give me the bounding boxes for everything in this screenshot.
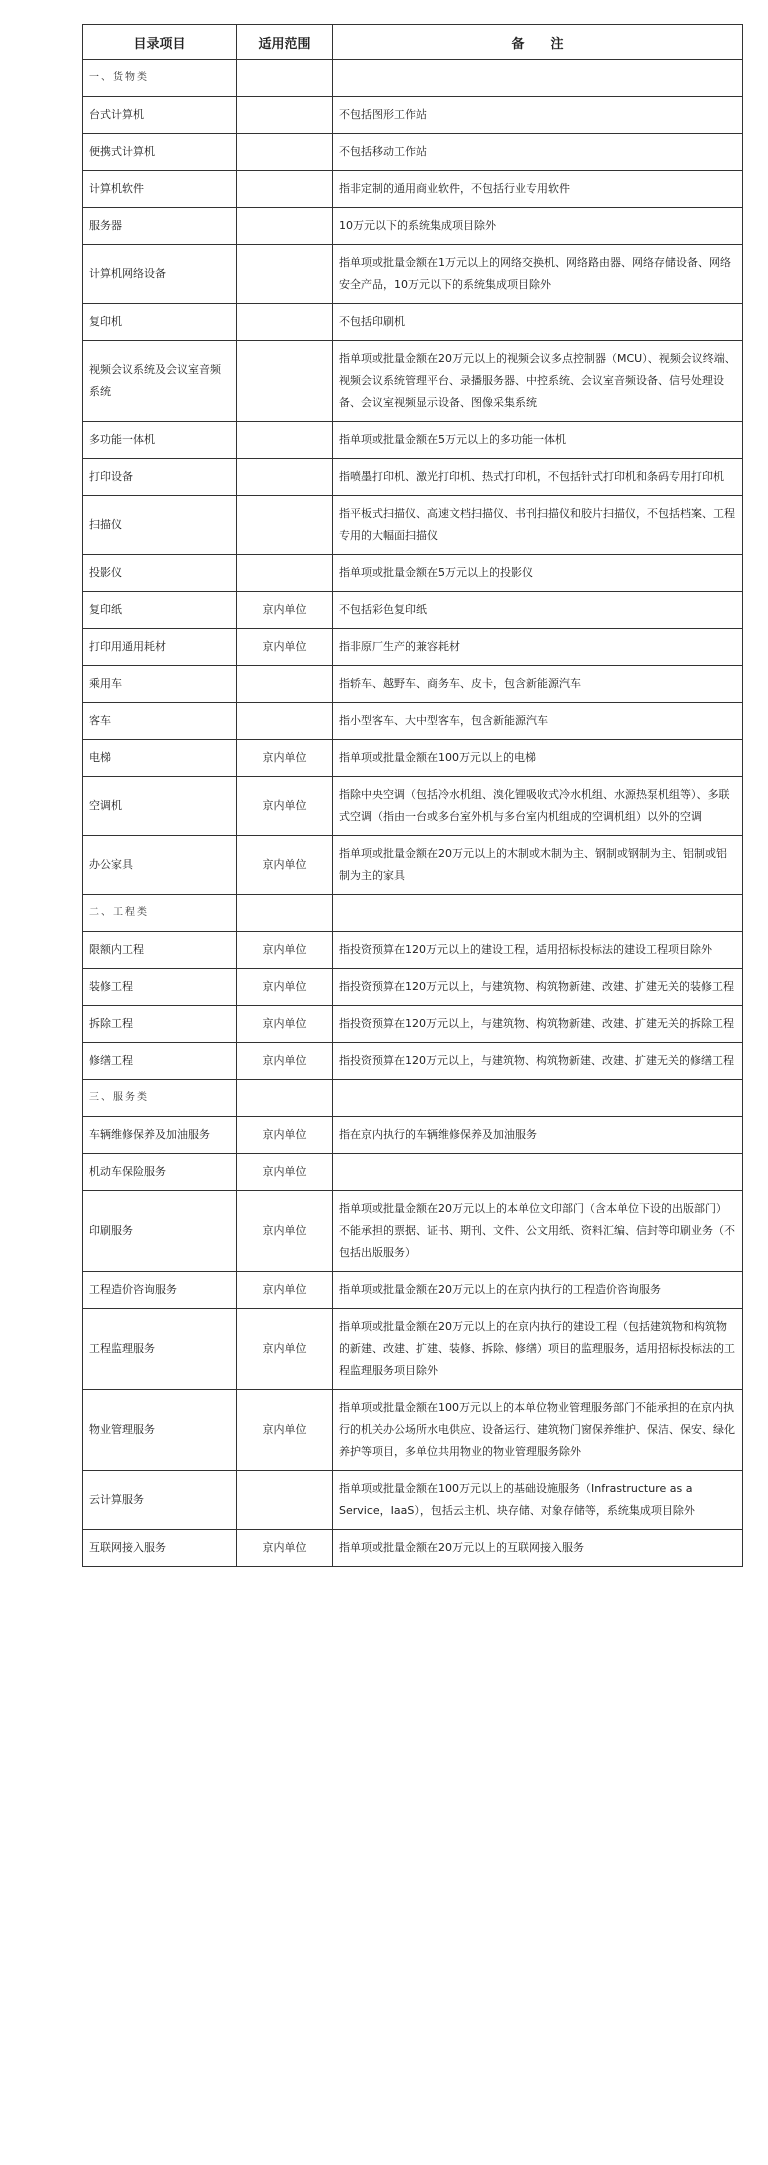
scope-cell: 京内单位 (237, 1530, 333, 1567)
scope-cell (237, 555, 333, 592)
note-cell: 指小型客车、大中型客车，包含新能源汽车 (333, 703, 743, 740)
item-cell: 一、货物类 (83, 60, 237, 97)
scope-cell: 京内单位 (237, 629, 333, 666)
note-cell: 指单项或批量金额在100万元以上的电梯 (333, 740, 743, 777)
table-row (83, 496, 743, 555)
note-cell (333, 1080, 743, 1117)
item-cell: 机动车保险服务 (83, 1154, 237, 1191)
item-cell: 印刷服务 (83, 1191, 237, 1272)
note-cell: 指单项或批量金额在1万元以上的网络交换机、网络路由器、网络存储设备、网络安全产品，10万元以下的系统集成项目除外 (333, 245, 743, 304)
scope-cell: 京内单位 (237, 1117, 333, 1154)
table-row (83, 134, 743, 171)
item-cell: 打印设备 (83, 459, 237, 496)
note-cell: 指投资预算在120万元以上，与建筑物、构筑物新建、改建、扩建无关的装修工程 (333, 969, 743, 1006)
note-cell: 指单项或批量金额在5万元以上的投影仪 (333, 555, 743, 592)
item-cell: 服务器 (83, 208, 237, 245)
scope-cell: 京内单位 (237, 1272, 333, 1309)
scope-cell: 京内单位 (237, 932, 333, 969)
item-cell: 空调机 (83, 777, 237, 836)
item-cell: 打印用通用耗材 (83, 629, 237, 666)
item-cell: 计算机网络设备 (83, 245, 237, 304)
scope-cell (237, 208, 333, 245)
scope-cell (237, 496, 333, 555)
table-row (83, 245, 743, 304)
scope-cell (237, 895, 333, 932)
item-cell: 扫描仪 (83, 496, 237, 555)
note-cell: 指单项或批量金额在20万元以上的在京内执行的建设工程（包括建筑物和构筑物的新建、改建、扩建、装修、拆除、修缮）项目的监理服务，适用招标投标法的工程监理服务项目除外 (333, 1309, 743, 1390)
item-cell: 复印纸 (83, 592, 237, 629)
table-row (83, 422, 743, 459)
note-cell: 指除中央空调（包括冷水机组、溴化锂吸收式冷水机组、水源热泵机组等）、多联式空调（指由一台或多台室外机与多台室内机组成的空调机组）以外的空调 (333, 777, 743, 836)
scope-cell (237, 60, 333, 97)
scope-cell (237, 341, 333, 422)
header-note: 备 注 (333, 25, 743, 60)
table-row (83, 1272, 743, 1309)
scope-cell (237, 666, 333, 703)
item-cell: 复印机 (83, 304, 237, 341)
scope-cell: 京内单位 (237, 1390, 333, 1471)
table-row (83, 703, 743, 740)
table-row (83, 932, 743, 969)
item-cell: 互联网接入服务 (83, 1530, 237, 1567)
scope-cell (237, 134, 333, 171)
note-cell: 指轿车、越野车、商务车、皮卡，包含新能源汽车 (333, 666, 743, 703)
table-row (83, 1530, 743, 1567)
table-row (83, 629, 743, 666)
item-cell: 计算机软件 (83, 171, 237, 208)
section-row (83, 60, 743, 97)
item-cell: 修缮工程 (83, 1043, 237, 1080)
scope-cell (237, 1080, 333, 1117)
note-cell: 指单项或批量金额在20万元以上的本单位文印部门（含本单位下设的出版部门）不能承担的票据、证书、期刊、文件、公文用纸、资料汇编、信封等印刷业务（不包括出版服务） (333, 1191, 743, 1272)
note-cell (333, 60, 743, 97)
note-cell: 指喷墨打印机、激光打印机、热式打印机，不包括针式打印机和条码专用打印机 (333, 459, 743, 496)
table-row (83, 171, 743, 208)
table-row (83, 836, 743, 895)
item-cell: 物业管理服务 (83, 1390, 237, 1471)
scope-cell: 京内单位 (237, 836, 333, 895)
note-cell: 指单项或批量金额在20万元以上的互联网接入服务 (333, 1530, 743, 1567)
note-cell: 指非定制的通用商业软件，不包括行业专用软件 (333, 171, 743, 208)
table-body (83, 60, 743, 1567)
scope-cell (237, 1471, 333, 1530)
note-cell: 指单项或批量金额在100万元以上的基础设施服务（Infrastructure as a Service，IaaS），包括云主机、块存储、对象存储等，系统集成项目除外 (333, 1471, 743, 1530)
scope-cell (237, 304, 333, 341)
table-row (83, 1043, 743, 1080)
item-cell: 车辆维修保养及加油服务 (83, 1117, 237, 1154)
note-cell: 指单项或批量金额在5万元以上的多功能一体机 (333, 422, 743, 459)
table-row (83, 1191, 743, 1272)
item-cell: 三、服务类 (83, 1080, 237, 1117)
scope-cell: 京内单位 (237, 1006, 333, 1043)
note-cell (333, 895, 743, 932)
table-row (83, 666, 743, 703)
scope-cell (237, 459, 333, 496)
item-cell: 办公家具 (83, 836, 237, 895)
table-row (83, 969, 743, 1006)
table-row (83, 97, 743, 134)
table-row (83, 1117, 743, 1154)
scope-cell: 京内单位 (237, 1154, 333, 1191)
item-cell: 客车 (83, 703, 237, 740)
scope-cell (237, 703, 333, 740)
table-row (83, 1471, 743, 1530)
header-item: 目录项目 (83, 25, 237, 60)
item-cell: 拆除工程 (83, 1006, 237, 1043)
item-cell: 台式计算机 (83, 97, 237, 134)
table-header-row (83, 25, 743, 60)
item-cell: 视频会议系统及会议室音频系统 (83, 341, 237, 422)
item-cell: 乘用车 (83, 666, 237, 703)
table-row (83, 1154, 743, 1191)
table-row (83, 208, 743, 245)
table-row (83, 592, 743, 629)
scope-cell (237, 97, 333, 134)
note-cell: 指单项或批量金额在100万元以上的本单位物业管理服务部门不能承担的在京内执行的机关办公场所水电供应、设备运行、建筑物门窗保养维护、保洁、保安、绿化养护等项目，多单位共用物业的物业管理服务除外 (333, 1390, 743, 1471)
item-cell: 投影仪 (83, 555, 237, 592)
scope-cell (237, 171, 333, 208)
table-row (83, 1390, 743, 1471)
note-cell: 不包括移动工作站 (333, 134, 743, 171)
table-row (83, 777, 743, 836)
table-row (83, 459, 743, 496)
note-cell: 指投资预算在120万元以上的建设工程，适用招标投标法的建设工程项目除外 (333, 932, 743, 969)
note-cell: 指单项或批量金额在20万元以上的在京内执行的工程造价咨询服务 (333, 1272, 743, 1309)
scope-cell (237, 422, 333, 459)
item-cell: 电梯 (83, 740, 237, 777)
scope-cell: 京内单位 (237, 740, 333, 777)
note-cell: 不包括印刷机 (333, 304, 743, 341)
note-cell (333, 1154, 743, 1191)
section-row (83, 895, 743, 932)
note-cell: 指单项或批量金额在20万元以上的木制或木制为主、钢制或钢制为主、铝制或铝制为主的家具 (333, 836, 743, 895)
table-row (83, 740, 743, 777)
item-cell: 便携式计算机 (83, 134, 237, 171)
note-cell: 指单项或批量金额在20万元以上的视频会议多点控制器（MCU）、视频会议终端、视频会议系统管理平台、录播服务器、中控系统、会议室音频设备、信号处理设备、会议室视频显示设备、图像采集系统 (333, 341, 743, 422)
table-row (83, 1006, 743, 1043)
note-cell: 指投资预算在120万元以上，与建筑物、构筑物新建、改建、扩建无关的拆除工程 (333, 1006, 743, 1043)
scope-cell: 京内单位 (237, 1309, 333, 1390)
item-cell: 装修工程 (83, 969, 237, 1006)
scope-cell: 京内单位 (237, 777, 333, 836)
scope-cell: 京内单位 (237, 1191, 333, 1272)
table-row (83, 341, 743, 422)
note-cell: 不包括图形工作站 (333, 97, 743, 134)
procurement-catalog-table (82, 24, 743, 1567)
note-cell: 指在京内执行的车辆维修保养及加油服务 (333, 1117, 743, 1154)
item-cell: 云计算服务 (83, 1471, 237, 1530)
table-row (83, 555, 743, 592)
note-cell: 指平板式扫描仪、高速文档扫描仪、书刊扫描仪和胶片扫描仪，不包括档案、工程专用的大幅面扫描仪 (333, 496, 743, 555)
item-cell: 工程造价咨询服务 (83, 1272, 237, 1309)
scope-cell: 京内单位 (237, 1043, 333, 1080)
note-cell: 指投资预算在120万元以上，与建筑物、构筑物新建、改建、扩建无关的修缮工程 (333, 1043, 743, 1080)
table-row (83, 1309, 743, 1390)
item-cell: 多功能一体机 (83, 422, 237, 459)
item-cell: 二、工程类 (83, 895, 237, 932)
item-cell: 限额内工程 (83, 932, 237, 969)
scope-cell: 京内单位 (237, 592, 333, 629)
table-row (83, 304, 743, 341)
item-cell: 工程监理服务 (83, 1309, 237, 1390)
note-cell: 10万元以下的系统集成项目除外 (333, 208, 743, 245)
scope-cell (237, 245, 333, 304)
scope-cell: 京内单位 (237, 969, 333, 1006)
note-cell: 指非原厂生产的兼容耗材 (333, 629, 743, 666)
header-scope: 适用范围 (237, 25, 333, 60)
note-cell: 不包括彩色复印纸 (333, 592, 743, 629)
section-row (83, 1080, 743, 1117)
